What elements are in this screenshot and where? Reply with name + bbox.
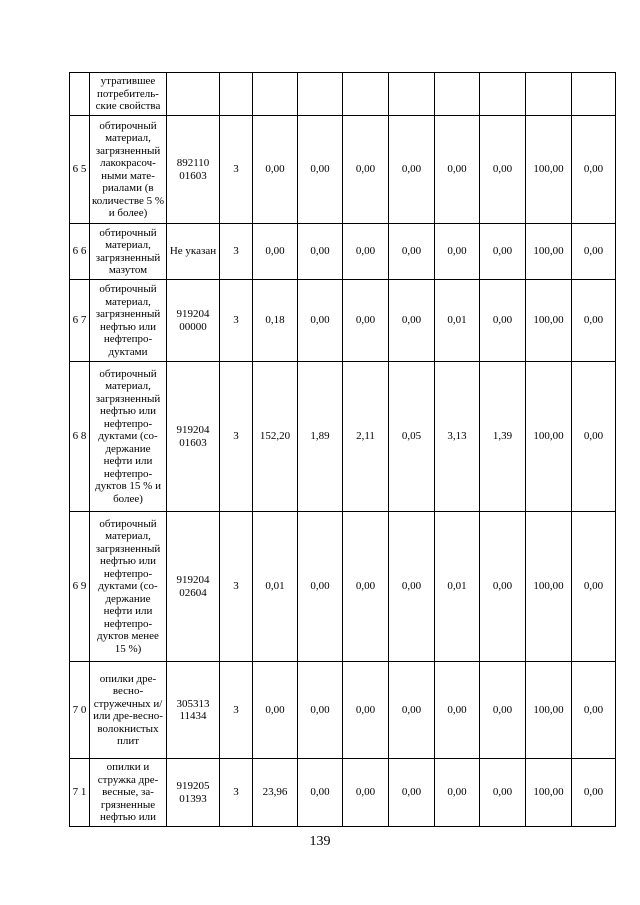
hazard-class-cell: 3 — [220, 224, 253, 280]
value-cell: 0,00 — [480, 280, 526, 362]
hazard-class-cell: 3 — [220, 116, 253, 224]
value-cell: 0,00 — [253, 224, 298, 280]
value-cell — [526, 73, 572, 116]
value-cell: 3,13 — [435, 362, 480, 512]
value-cell: 0,00 — [435, 116, 480, 224]
value-cell — [343, 73, 389, 116]
row-number-cell: 6 7 — [70, 280, 90, 362]
value-cell: 0,00 — [480, 662, 526, 759]
value-cell: 152,20 — [253, 362, 298, 512]
waste-code-cell — [167, 73, 220, 116]
value-cell — [480, 73, 526, 116]
value-cell: 0,00 — [343, 224, 389, 280]
value-cell: 100,00 — [526, 224, 572, 280]
hazard-class-cell — [220, 73, 253, 116]
value-cell: 100,00 — [526, 512, 572, 662]
value-cell: 100,00 — [526, 280, 572, 362]
value-cell: 0,00 — [435, 224, 480, 280]
value-cell: 100,00 — [526, 362, 572, 512]
value-cell: 0,00 — [480, 512, 526, 662]
value-cell: 0,00 — [343, 116, 389, 224]
value-cell: 0,00 — [572, 512, 616, 662]
waste-name-cell: обтирочный материал, загрязненный нефтью или нефтепро-дуктами (со-держание нефти или нефтепро-дуктов 15 % и более) — [90, 362, 167, 512]
row-number-cell: 6 6 — [70, 224, 90, 280]
waste-code-cell: 919204 00000 — [167, 280, 220, 362]
hazard-class-cell: 3 — [220, 362, 253, 512]
row-number-cell: 6 9 — [70, 512, 90, 662]
value-cell: 0,00 — [298, 224, 343, 280]
value-cell: 0,00 — [480, 759, 526, 827]
value-cell: 0,00 — [343, 512, 389, 662]
value-cell: 0,00 — [572, 759, 616, 827]
value-cell: 0,00 — [572, 116, 616, 224]
value-cell: 0,00 — [389, 224, 435, 280]
waste-name-cell: обтирочный материал, загрязненный мазутом — [90, 224, 167, 280]
value-cell: 0,00 — [480, 116, 526, 224]
value-cell: 0,00 — [343, 662, 389, 759]
value-cell: 100,00 — [526, 116, 572, 224]
waste-code-cell: 892110 01603 — [167, 116, 220, 224]
table-row — [70, 662, 616, 759]
hazard-class-cell: 3 — [220, 759, 253, 827]
row-number-cell: 6 5 — [70, 116, 90, 224]
value-cell: 0,00 — [298, 759, 343, 827]
value-cell: 0,00 — [572, 280, 616, 362]
hazard-class-cell: 3 — [220, 662, 253, 759]
value-cell: 1,89 — [298, 362, 343, 512]
table-row — [70, 224, 616, 280]
hazard-class-cell: 3 — [220, 280, 253, 362]
value-cell: 0,00 — [389, 116, 435, 224]
waste-code-cell: Не указан — [167, 224, 220, 280]
hazard-class-cell: 3 — [220, 512, 253, 662]
value-cell: 2,11 — [343, 362, 389, 512]
value-cell: 0,00 — [343, 759, 389, 827]
row-number-cell: 7 1 — [70, 759, 90, 827]
waste-code-cell: 305313 11434 — [167, 662, 220, 759]
waste-table — [69, 72, 616, 827]
value-cell: 0,01 — [435, 512, 480, 662]
waste-name-cell: опилки и стружка дре-весные, за-грязненные нефтью или — [90, 759, 167, 827]
value-cell: 0,00 — [298, 512, 343, 662]
value-cell: 0,00 — [480, 224, 526, 280]
value-cell: 0,01 — [253, 512, 298, 662]
waste-code-cell: 919204 01603 — [167, 362, 220, 512]
value-cell — [435, 73, 480, 116]
value-cell: 0,00 — [298, 116, 343, 224]
waste-code-cell: 919204 02604 — [167, 512, 220, 662]
table-row — [70, 116, 616, 224]
waste-name-cell: утратившее потребитель-ские свойства — [90, 73, 167, 116]
value-cell: 0,00 — [298, 662, 343, 759]
value-cell — [389, 73, 435, 116]
waste-name-cell: обтирочный материал, загрязненный нефтью или нефтепро-дуктами (со-держание нефти или нефтепро-дуктов менее 15 %) — [90, 512, 167, 662]
value-cell: 0,01 — [435, 280, 480, 362]
row-number-cell — [70, 73, 90, 116]
value-cell: 0,00 — [343, 280, 389, 362]
value-cell: 23,96 — [253, 759, 298, 827]
value-cell: 0,00 — [298, 280, 343, 362]
value-cell: 0,00 — [253, 116, 298, 224]
waste-code-cell: 919205 01393 — [167, 759, 220, 827]
value-cell — [572, 73, 616, 116]
table-body — [70, 73, 616, 827]
waste-name-cell: опилки дре-весно-стружечных и/или дре-весно-волокнистых плит — [90, 662, 167, 759]
value-cell: 0,00 — [572, 362, 616, 512]
table-row — [70, 73, 616, 116]
value-cell: 0,00 — [389, 759, 435, 827]
table-row — [70, 280, 616, 362]
value-cell: 0,18 — [253, 280, 298, 362]
value-cell: 0,00 — [389, 512, 435, 662]
row-number-cell: 6 8 — [70, 362, 90, 512]
value-cell — [253, 73, 298, 116]
value-cell: 0,00 — [572, 662, 616, 759]
table-row — [70, 759, 616, 827]
value-cell: 100,00 — [526, 759, 572, 827]
value-cell: 0,00 — [253, 662, 298, 759]
value-cell: 0,00 — [435, 759, 480, 827]
waste-name-cell: обтирочный материал, загрязненный лакокрасоч-ными мате-риалами (в количестве 5 % и более) — [90, 116, 167, 224]
value-cell: 0,00 — [389, 280, 435, 362]
value-cell: 100,00 — [526, 662, 572, 759]
waste-name-cell: обтирочный материал, загрязненный нефтью или нефтепро-дуктами — [90, 280, 167, 362]
value-cell: 0,05 — [389, 362, 435, 512]
value-cell — [298, 73, 343, 116]
table-row — [70, 362, 616, 512]
value-cell: 1,39 — [480, 362, 526, 512]
value-cell: 0,00 — [389, 662, 435, 759]
page-number: 139 — [309, 834, 331, 849]
value-cell: 0,00 — [572, 224, 616, 280]
value-cell: 0,00 — [435, 662, 480, 759]
table-row — [70, 512, 616, 662]
row-number-cell: 7 0 — [70, 662, 90, 759]
